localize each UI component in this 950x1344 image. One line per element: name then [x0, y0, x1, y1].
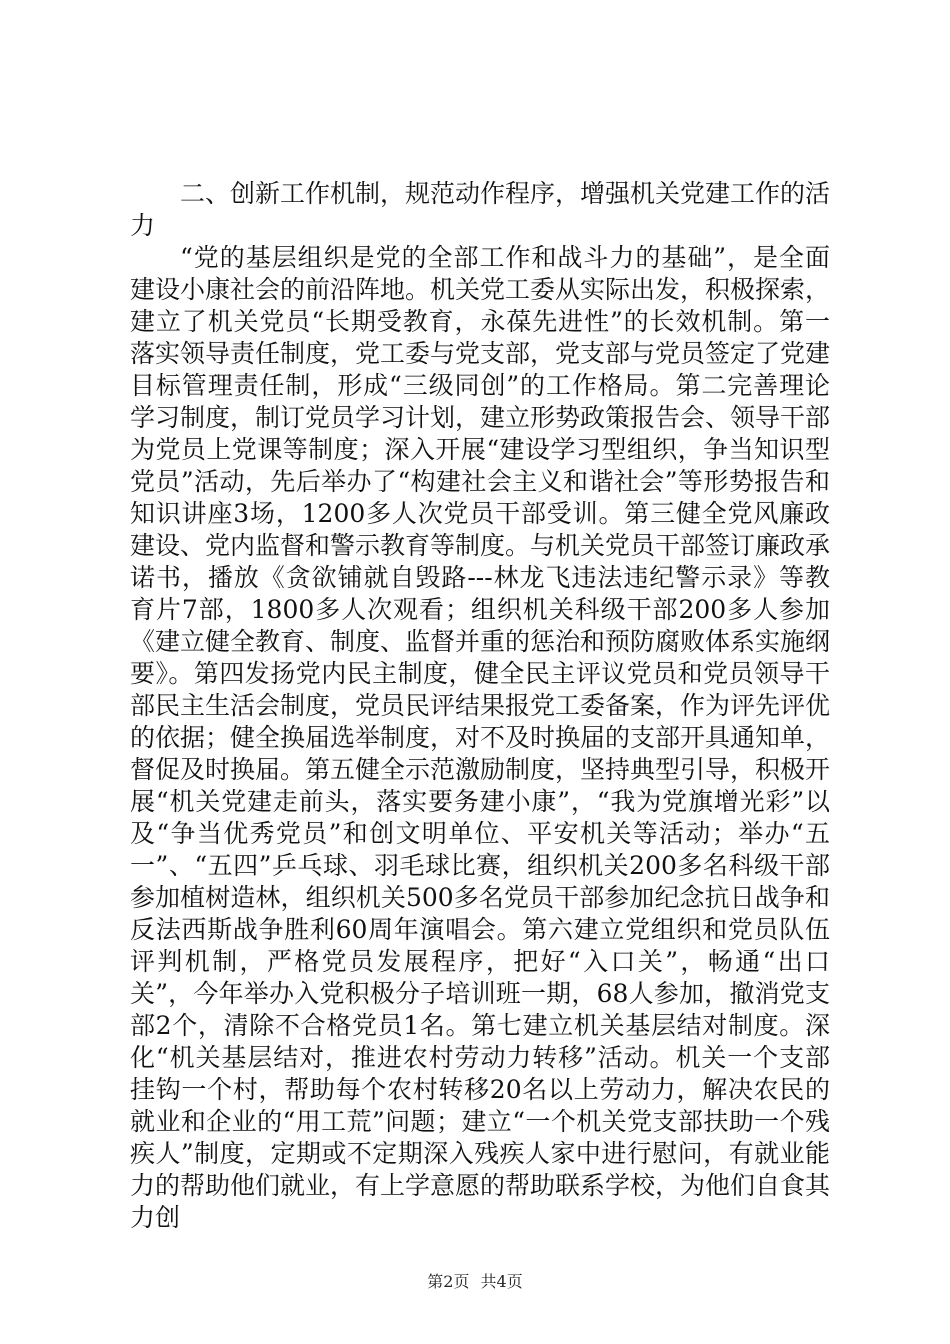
- document-body: [130, 178, 830, 1234]
- body-paragraph: “党的基层组织是党的全部工作和战斗力的基础”，是全面建设小康社会的前沿阵地。机关党工委从实际出发，积极探索，建立了机关党员“长期受教育，永葆先进性”的长效机制。第一落实领导责任制度，党工委与党支部，党支部与党员签定了党建目标管理责任制，形成“三级同创”的工作格局。第二完善理论学习制度，制订党员学习计划，建立形势政策报告会、领导干部为党员上党课等制度；深入开展“建设学习型组织，争当知识型党员”活动，先后举办了“构建社会主义和谐社会”等形势报告和知识讲座3场，1200多人次党员干部受训。第三健全党风廉政建设、党内监督和警示教育等制度。与机关党员干部签订廉政承诺书，播放《贪欲铺就自毁路---林龙飞违法违纪警示录》等教育片7部，1800多人次观看；组织机关科级干部200多人参加《建立健全教育、制度、监督并重的惩治和预防腐败体系实施纲要》。第四发扬党内民主制度，健全民主评议党员和党员领导干部民主生活会制度，党员民评结果报党工委备案，作为评先评优的依据；健全换届选举制度，对不及时换届的支部开具通知单，督促及时换届。第五健全示范激励制度，坚持典型引导，积极开展“机关党建走前头，落实要务建小康”，“我为党旗增光彩”以及“争当优秀党员”和创文明单位、平安机关等活动；举办“五一”、“五四”乒乓球、羽毛球比赛，组织机关200多名科级干部参加植树造林，组织机关500多名党员干部参加纪念抗日战争和反法西斯战争胜利60周年演唱会。第六建立党组织和党员队伍评判机制，严格党员发展程序，把好“入口关”，畅通“出口关”，今年举办入党积极分子培训班一期，68人参加，撤消党支部2个，清除不合格党员1名。第七建立机关基层结对制度。深化“机关基层结对，推进农村劳动力转移”活动。机关一个支部挂钩一个村，帮助每个农村转移20名以上劳动力，解决农民的就业和企业的“用工荒”问题；建立“一个机关党支部扶助一个残疾人”制度，定期或不定期深入残疾人家中进行慰问，有就业能力的帮助他们就业，有上学意愿的帮助联系学校，为他们自食其力创: [130, 243, 831, 1232]
- page-total: 共4页: [480, 1272, 523, 1291]
- section-heading: 二、创新工作机制，规范动作程序，增强机关党建工作的活力: [130, 179, 831, 240]
- page-number: 第2页: [427, 1272, 470, 1291]
- page-footer: [0, 1272, 950, 1292]
